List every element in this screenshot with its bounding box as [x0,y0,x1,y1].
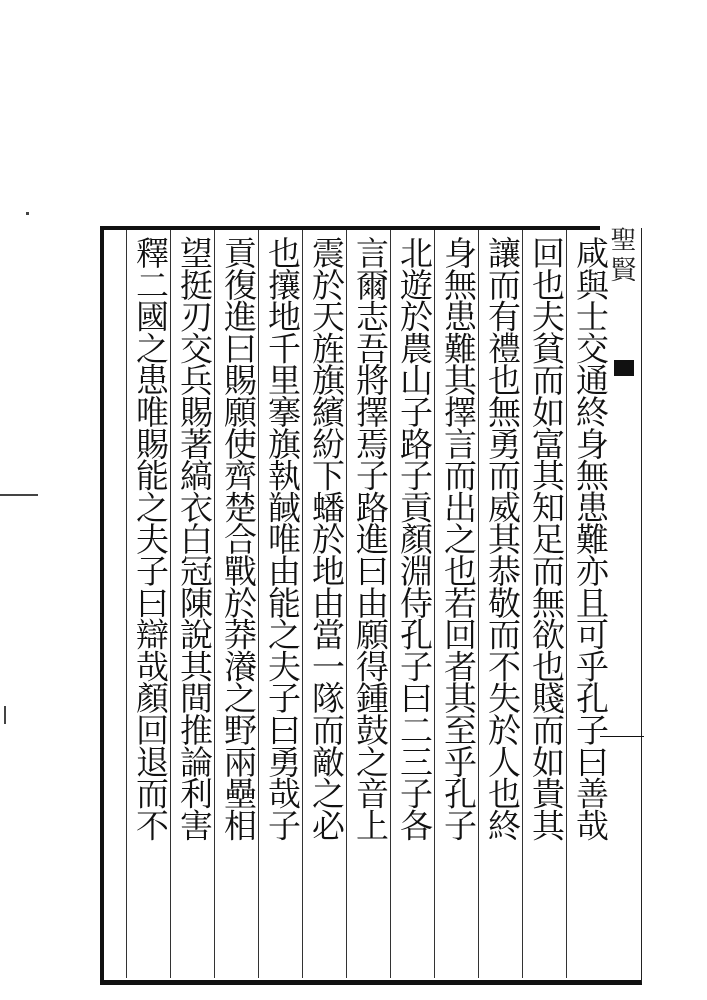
column-rule [126,230,127,978]
text-column-8: 也攘地千里搴旗執馘唯由能之夫子曰勇哉子 [263,236,302,841]
margin-header: 聖賢 [606,226,636,286]
scan-speck [26,212,29,215]
text-column-5: 北遊於農山子路子貢顏淵侍孔子曰二三子各 [395,236,434,841]
text-column-3: 讓而有禮也無勇而威其恭敬而不失於人也終 [483,236,522,841]
text-column-11: 釋二國之患唯賜能之夫子曰辯哉顏回退而不 [131,236,170,841]
text-column-9: 貢復進曰賜願使齊楚合戰於莽瀁之野兩壘相 [219,236,258,841]
text-column-6: 言爾志吾將擇焉子路進曰由願得鍾鼓之音上 [351,236,390,841]
text-column-4: 身無患難其擇言而出之也若回者其至乎孔子 [439,236,478,841]
text-column-7: 震於天旌旗繽紛下蟠於地由當一隊而敵之必 [307,236,346,841]
fishtail-mark [614,360,634,376]
text-column-10: 望挺刃交兵賜著縞衣白冠陳說其間推論利害 [175,236,214,841]
scan-speck [4,706,6,724]
text-column-2: 回也夫貧而如富其知足而無欲也賤而如貴其 [527,236,566,841]
frame-top-rule [100,226,600,230]
text-column-1: 咸與士交通終身無患難亦且可乎孔子曰善哉 [571,236,610,841]
scan-speck [0,494,38,496]
